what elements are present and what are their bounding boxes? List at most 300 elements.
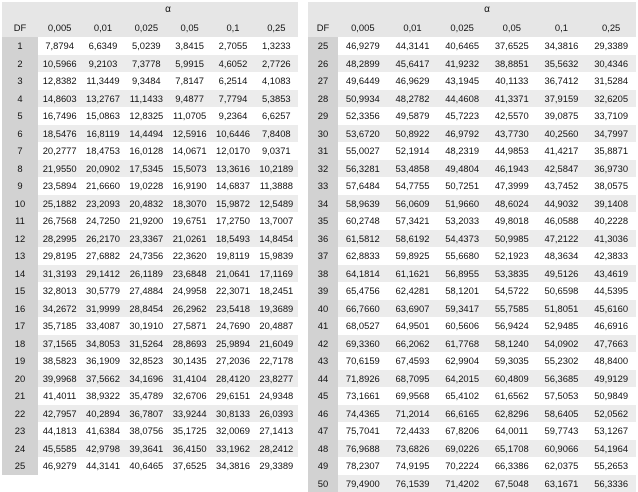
critical-value-cell: 17,2750: [211, 212, 254, 230]
critical-value-cell: 41,3371: [487, 90, 537, 108]
critical-value-cell: 75,7041: [338, 422, 388, 440]
df-cell: 12: [2, 230, 38, 248]
table-row: [308, 55, 636, 73]
critical-value-cell: 19,8119: [211, 247, 254, 265]
critical-value-cell: 76,9688: [338, 440, 388, 458]
critical-value-cell: 79,4900: [338, 475, 388, 492]
critical-value-cell: 20,2777: [38, 142, 81, 160]
critical-value-cell: 14,4494: [125, 125, 168, 143]
critical-value-cell: 6,6257: [255, 107, 298, 125]
critical-value-cell: 78,2307: [338, 457, 388, 475]
critical-value-cell: 42,7957: [38, 405, 81, 423]
critical-value-cell: 52,9485: [537, 317, 587, 335]
significance-level-header: 0,05: [168, 17, 211, 37]
critical-value-cell: 27,2036: [211, 352, 254, 370]
critical-value-cell: 24,9348: [255, 387, 298, 405]
df-cell: 30: [308, 125, 338, 143]
critical-value-cell: 41,6384: [81, 422, 124, 440]
critical-value-cell: 54,7755: [388, 177, 438, 195]
critical-value-cell: 49,5879: [388, 107, 438, 125]
table-row: [308, 142, 636, 160]
critical-value-cell: 61,1621: [388, 265, 438, 283]
critical-value-cell: 4,1083: [255, 72, 298, 90]
critical-value-cell: 39,3641: [125, 440, 168, 458]
critical-value-cell: 34,8053: [81, 335, 124, 353]
critical-value-cell: 27,5871: [168, 317, 211, 335]
df-cell: 39: [308, 282, 338, 300]
significance-level-header: 0,05: [487, 17, 537, 37]
critical-value-cell: 20,0902: [81, 160, 124, 178]
df-cell: 47: [308, 422, 338, 440]
critical-value-cell: 36,1909: [81, 352, 124, 370]
critical-value-cell: 33,7109: [586, 107, 636, 125]
critical-value-cell: 40,2894: [81, 405, 124, 423]
critical-value-cell: 40,6465: [125, 457, 168, 475]
critical-value-cell: 11,1433: [125, 90, 168, 108]
table-row: [308, 440, 636, 458]
critical-value-cell: 24,7690: [211, 317, 254, 335]
df-header: DF: [308, 17, 338, 37]
critical-value-cell: 48,2782: [388, 90, 438, 108]
critical-value-cell: 21,0641: [211, 265, 254, 283]
critical-value-cell: 56,3281: [338, 160, 388, 178]
df-cell: 46: [308, 405, 338, 423]
critical-value-cell: 18,3070: [168, 195, 211, 213]
df-cell: 33: [308, 177, 338, 195]
df-cell: 37: [308, 247, 338, 265]
critical-value-cell: 61,7768: [437, 335, 487, 353]
critical-value-cell: 63,6907: [388, 300, 438, 318]
critical-value-cell: 34,1696: [125, 370, 168, 388]
critical-value-cell: 5,0239: [125, 37, 168, 55]
critical-value-cell: 53,6720: [338, 125, 388, 143]
table-row: [308, 352, 636, 370]
critical-value-cell: 33,4087: [81, 317, 124, 335]
critical-value-cell: 14,8603: [38, 90, 81, 108]
critical-value-cell: 65,1708: [487, 440, 537, 458]
critical-value-cell: 29,3389: [255, 457, 298, 475]
critical-value-cell: 76,1539: [388, 475, 438, 492]
critical-value-cell: 25,1882: [38, 195, 81, 213]
critical-value-cell: 66,2062: [388, 335, 438, 353]
df-cell: 11: [2, 212, 38, 230]
critical-value-cell: 24,7250: [81, 212, 124, 230]
critical-value-cell: 74,4365: [338, 405, 388, 423]
critical-value-cell: 41,9232: [437, 55, 487, 73]
critical-value-cell: 26,1189: [125, 265, 168, 283]
critical-value-cell: 18,5493: [211, 230, 254, 248]
critical-value-cell: 46,9279: [338, 37, 388, 55]
critical-value-cell: 38,0575: [586, 177, 636, 195]
df-cell: 20: [2, 370, 38, 388]
critical-value-cell: 46,6916: [586, 317, 636, 335]
df-cell: 28: [308, 90, 338, 108]
critical-value-cell: 36,9730: [586, 160, 636, 178]
critical-value-cell: 60,9066: [537, 440, 587, 458]
table-row: [2, 247, 298, 265]
critical-value-cell: 49,6449: [338, 72, 388, 90]
critical-value-cell: 5,9915: [168, 55, 211, 73]
significance-level-header: 0,25: [255, 17, 298, 37]
df-cell: 32: [308, 160, 338, 178]
critical-value-cell: 26,2170: [81, 230, 124, 248]
table-row: [308, 230, 636, 248]
critical-value-cell: 18,5476: [38, 125, 81, 143]
critical-value-cell: 12,8325: [125, 107, 168, 125]
critical-value-cell: 67,4593: [388, 352, 438, 370]
critical-value-cell: 41,4217: [537, 142, 587, 160]
critical-value-cell: 54,0902: [537, 335, 587, 353]
df-cell: 21: [2, 387, 38, 405]
critical-value-cell: 51,9660: [437, 195, 487, 213]
critical-value-cell: 64,2015: [437, 370, 487, 388]
critical-value-cell: 43,4619: [586, 265, 636, 283]
critical-value-cell: 31,5264: [125, 335, 168, 353]
table-row: [308, 195, 636, 213]
critical-value-cell: 54,4373: [437, 230, 487, 248]
critical-value-cell: 37,9159: [537, 90, 587, 108]
table-row: [308, 265, 636, 283]
critical-value-cell: 59,8925: [388, 247, 438, 265]
df-cell: 35: [308, 212, 338, 230]
critical-value-cell: 25,9894: [211, 335, 254, 353]
critical-value-cell: 34,7997: [586, 125, 636, 143]
critical-value-cell: 37,6525: [487, 37, 537, 55]
column-header-row: [2, 17, 298, 37]
critical-value-cell: 41,4011: [38, 387, 81, 405]
critical-value-cell: 58,9639: [338, 195, 388, 213]
critical-value-cell: 22,7178: [255, 352, 298, 370]
df-cell: 10: [2, 195, 38, 213]
critical-value-cell: 23,5894: [38, 177, 81, 195]
critical-value-cell: 32,6706: [168, 387, 211, 405]
critical-value-cell: 21,9550: [38, 160, 81, 178]
critical-value-cell: 7,7794: [211, 90, 254, 108]
critical-value-cell: 30,5779: [81, 282, 124, 300]
table-row: [308, 422, 636, 440]
df-cell: 16: [2, 300, 38, 318]
df-cell: 34: [308, 195, 338, 213]
critical-value-cell: 23,5418: [211, 300, 254, 318]
critical-value-cell: 5,3853: [255, 90, 298, 108]
critical-value-cell: 46,1943: [487, 160, 537, 178]
df-cell: 1: [2, 37, 38, 55]
critical-value-cell: 32,6205: [586, 90, 636, 108]
table-row: [2, 230, 298, 248]
critical-value-cell: 19,3689: [255, 300, 298, 318]
df-cell: 42: [308, 335, 338, 353]
critical-value-cell: 19,0228: [125, 177, 168, 195]
critical-value-cell: 49,4804: [437, 160, 487, 178]
df-cell: 50: [308, 475, 338, 492]
table-row: [308, 387, 636, 405]
critical-value-cell: 38,8851: [487, 55, 537, 73]
df-cell: 14: [2, 265, 38, 283]
critical-value-cell: 7,8794: [38, 37, 81, 55]
critical-value-cell: 26,2962: [168, 300, 211, 318]
critical-value-cell: 28,2412: [255, 440, 298, 458]
df-cell: 38: [308, 265, 338, 283]
critical-value-cell: 13,7007: [255, 212, 298, 230]
table-row: [2, 177, 298, 195]
critical-value-cell: 62,8833: [338, 247, 388, 265]
critical-value-cell: 73,6826: [388, 440, 438, 458]
critical-value-cell: 31,5284: [586, 72, 636, 90]
critical-value-cell: 29,6151: [211, 387, 254, 405]
alpha-row: [308, 2, 636, 17]
critical-value-cell: 23,6848: [168, 265, 211, 283]
df-cell: 45: [308, 387, 338, 405]
critical-value-cell: 35,1725: [168, 422, 211, 440]
critical-value-cell: 35,4789: [125, 387, 168, 405]
critical-value-cell: 43,7452: [537, 177, 587, 195]
table-gap: [298, 0, 308, 478]
critical-value-cell: 59,3035: [487, 352, 537, 370]
critical-value-cell: 40,2228: [586, 212, 636, 230]
critical-value-cell: 35,7185: [38, 317, 81, 335]
critical-values-table-right: [308, 2, 636, 492]
critical-value-cell: 45,6417: [388, 55, 438, 73]
critical-value-cell: 14,0671: [168, 142, 211, 160]
critical-value-cell: 14,6837: [211, 177, 254, 195]
critical-value-cell: 23,2093: [81, 195, 124, 213]
table-row: [308, 72, 636, 90]
critical-value-cell: 9,2364: [211, 107, 254, 125]
significance-level-header: 0,1: [211, 17, 254, 37]
df-cell: 8: [2, 160, 38, 178]
df-cell: 19: [2, 352, 38, 370]
critical-value-cell: 64,9501: [388, 317, 438, 335]
critical-value-cell: 63,1671: [537, 475, 587, 492]
critical-value-cell: 38,5823: [38, 352, 81, 370]
critical-value-cell: 60,2748: [338, 212, 388, 230]
critical-value-cell: 30,1910: [125, 317, 168, 335]
alpha-label: α: [338, 2, 636, 17]
df-cell: 41: [308, 317, 338, 335]
table-row: [2, 142, 298, 160]
df-cell: 31: [308, 142, 338, 160]
critical-value-cell: 18,4753: [81, 142, 124, 160]
critical-value-cell: 46,9792: [437, 125, 487, 143]
critical-value-cell: 22,3071: [211, 282, 254, 300]
df-cell: 36: [308, 230, 338, 248]
alpha-label: α: [38, 2, 298, 17]
significance-level-header: 0,01: [81, 17, 124, 37]
critical-value-cell: 53,1267: [586, 422, 636, 440]
critical-value-cell: 26,7568: [38, 212, 81, 230]
critical-value-cell: 53,4858: [388, 160, 438, 178]
critical-value-cell: 16,7496: [38, 107, 81, 125]
df-cell: 17: [2, 317, 38, 335]
critical-value-cell: 31,3193: [38, 265, 81, 283]
critical-value-cell: 50,8922: [388, 125, 438, 143]
critical-value-cell: 64,1814: [338, 265, 388, 283]
critical-value-cell: 56,3336: [586, 475, 636, 492]
critical-value-cell: 44,3141: [388, 37, 438, 55]
critical-value-cell: 47,3999: [487, 177, 537, 195]
critical-value-cell: 66,6165: [437, 405, 487, 423]
critical-value-cell: 44,1813: [38, 422, 81, 440]
critical-value-cell: 2,7726: [255, 55, 298, 73]
critical-value-cell: 57,5053: [537, 387, 587, 405]
table-row: [308, 317, 636, 335]
critical-value-cell: 48,2319: [437, 142, 487, 160]
significance-level-header: 0,025: [437, 17, 487, 37]
table-row: [2, 107, 298, 125]
critical-value-cell: 62,0375: [537, 457, 587, 475]
critical-value-cell: 16,9190: [168, 177, 211, 195]
critical-value-cell: 56,0609: [388, 195, 438, 213]
critical-value-cell: 12,5489: [255, 195, 298, 213]
critical-value-cell: 21,6660: [81, 177, 124, 195]
alpha-row: [2, 2, 298, 17]
critical-value-cell: 69,0226: [437, 440, 487, 458]
critical-value-cell: 28,8454: [125, 300, 168, 318]
critical-value-cell: 23,8277: [255, 370, 298, 388]
critical-value-cell: 57,6484: [338, 177, 388, 195]
critical-value-cell: 55,7585: [487, 300, 537, 318]
critical-value-cell: 45,5585: [38, 440, 81, 458]
table-row: [308, 90, 636, 108]
df-cell: 44: [308, 370, 338, 388]
table-row: [2, 457, 298, 475]
df-cell: 40: [308, 300, 338, 318]
critical-value-cell: 52,3356: [338, 107, 388, 125]
critical-value-cell: 50,9985: [487, 230, 537, 248]
df-cell: 26: [308, 55, 338, 73]
table-row: [308, 247, 636, 265]
critical-value-cell: 37,5662: [81, 370, 124, 388]
critical-value-cell: 10,6446: [211, 125, 254, 143]
critical-value-cell: 10,5966: [38, 55, 81, 73]
critical-value-cell: 59,7743: [537, 422, 587, 440]
critical-value-cell: 42,9798: [81, 440, 124, 458]
critical-value-cell: 46,9629: [388, 72, 438, 90]
table-row: [2, 370, 298, 388]
critical-value-cell: 61,6562: [487, 387, 537, 405]
table-row: [2, 335, 298, 353]
critical-value-cell: 39,0875: [537, 107, 587, 125]
critical-value-cell: 27,6882: [81, 247, 124, 265]
critical-value-cell: 36,4150: [168, 440, 211, 458]
df-cell: 18: [2, 335, 38, 353]
df-cell: 3: [2, 72, 38, 90]
critical-value-cell: 56,8955: [437, 265, 487, 283]
critical-value-cell: 3,8415: [168, 37, 211, 55]
critical-value-cell: 11,3888: [255, 177, 298, 195]
critical-value-cell: 42,5847: [537, 160, 587, 178]
table-row: [308, 125, 636, 143]
df-cell: 23: [2, 422, 38, 440]
critical-value-cell: 65,4102: [437, 387, 487, 405]
critical-value-cell: 36,7412: [537, 72, 587, 90]
critical-value-cell: 32,0069: [211, 422, 254, 440]
critical-value-cell: 15,5073: [168, 160, 211, 178]
critical-value-cell: 24,9958: [168, 282, 211, 300]
table-row: [2, 422, 298, 440]
table-row: [308, 212, 636, 230]
critical-value-cell: 71,8926: [338, 370, 388, 388]
df-cell: 49: [308, 457, 338, 475]
critical-value-cell: 26,0393: [255, 405, 298, 423]
critical-value-cell: 20,4887: [255, 317, 298, 335]
critical-value-cell: 11,3449: [81, 72, 124, 90]
critical-value-cell: 17,5345: [125, 160, 168, 178]
df-cell: 6: [2, 125, 38, 143]
critical-value-cell: 24,7356: [125, 247, 168, 265]
critical-value-cell: 36,7807: [125, 405, 168, 423]
critical-value-cell: 32,8013: [38, 282, 81, 300]
critical-value-cell: 66,3386: [487, 457, 537, 475]
critical-value-cell: 16,8119: [81, 125, 124, 143]
table-row: [308, 107, 636, 125]
table-row: [2, 317, 298, 335]
critical-value-cell: 48,8400: [586, 352, 636, 370]
critical-value-cell: 54,5722: [487, 282, 537, 300]
critical-value-cell: 64,0011: [487, 422, 537, 440]
critical-value-cell: 40,6465: [437, 37, 487, 55]
critical-value-cell: 53,3835: [487, 265, 537, 283]
critical-value-cell: 23,3367: [125, 230, 168, 248]
df-cell: 24: [2, 440, 38, 458]
critical-value-cell: 45,6160: [586, 300, 636, 318]
df-cell: 29: [308, 107, 338, 125]
critical-value-cell: 30,4346: [586, 55, 636, 73]
critical-value-cell: 68,7095: [388, 370, 438, 388]
table-row: [308, 370, 636, 388]
critical-value-cell: 62,4281: [388, 282, 438, 300]
critical-value-cell: 49,9129: [586, 370, 636, 388]
critical-value-cell: 44,3141: [81, 457, 124, 475]
critical-value-cell: 46,9279: [38, 457, 81, 475]
critical-value-cell: 13,2767: [81, 90, 124, 108]
critical-value-cell: 20,4832: [125, 195, 168, 213]
critical-value-cell: 56,9424: [487, 317, 537, 335]
critical-value-cell: 49,8018: [487, 212, 537, 230]
table-row: [2, 212, 298, 230]
critical-value-cell: 39,1408: [586, 195, 636, 213]
critical-value-cell: 15,9839: [255, 247, 298, 265]
df-cell: 22: [2, 405, 38, 423]
critical-value-cell: 50,9934: [338, 90, 388, 108]
critical-value-cell: 50,7251: [437, 177, 487, 195]
critical-value-cell: 55,2302: [537, 352, 587, 370]
critical-value-cell: 30,8133: [211, 405, 254, 423]
critical-value-cell: 72,4433: [388, 422, 438, 440]
critical-value-cell: 47,2122: [537, 230, 587, 248]
critical-value-cell: 43,1945: [437, 72, 487, 90]
critical-value-cell: 35,5632: [537, 55, 587, 73]
critical-value-cell: 74,9195: [388, 457, 438, 475]
critical-value-cell: 54,1964: [586, 440, 636, 458]
critical-value-cell: 19,6751: [168, 212, 211, 230]
df-cell: 43: [308, 352, 338, 370]
significance-level-header: 0,025: [125, 17, 168, 37]
critical-value-cell: 12,8382: [38, 72, 81, 90]
critical-value-cell: 60,5606: [437, 317, 487, 335]
critical-value-cell: 58,6405: [537, 405, 587, 423]
critical-value-cell: 52,1914: [388, 142, 438, 160]
critical-value-cell: 70,6159: [338, 352, 388, 370]
column-header-row: [308, 17, 636, 37]
table-row: [308, 282, 636, 300]
significance-level-header: 0,005: [38, 17, 81, 37]
critical-value-cell: 38,0756: [125, 422, 168, 440]
critical-value-cell: 42,5570: [487, 107, 537, 125]
df-cell: 25: [2, 457, 38, 475]
critical-value-cell: 48,3634: [537, 247, 587, 265]
critical-value-cell: 55,2653: [586, 457, 636, 475]
